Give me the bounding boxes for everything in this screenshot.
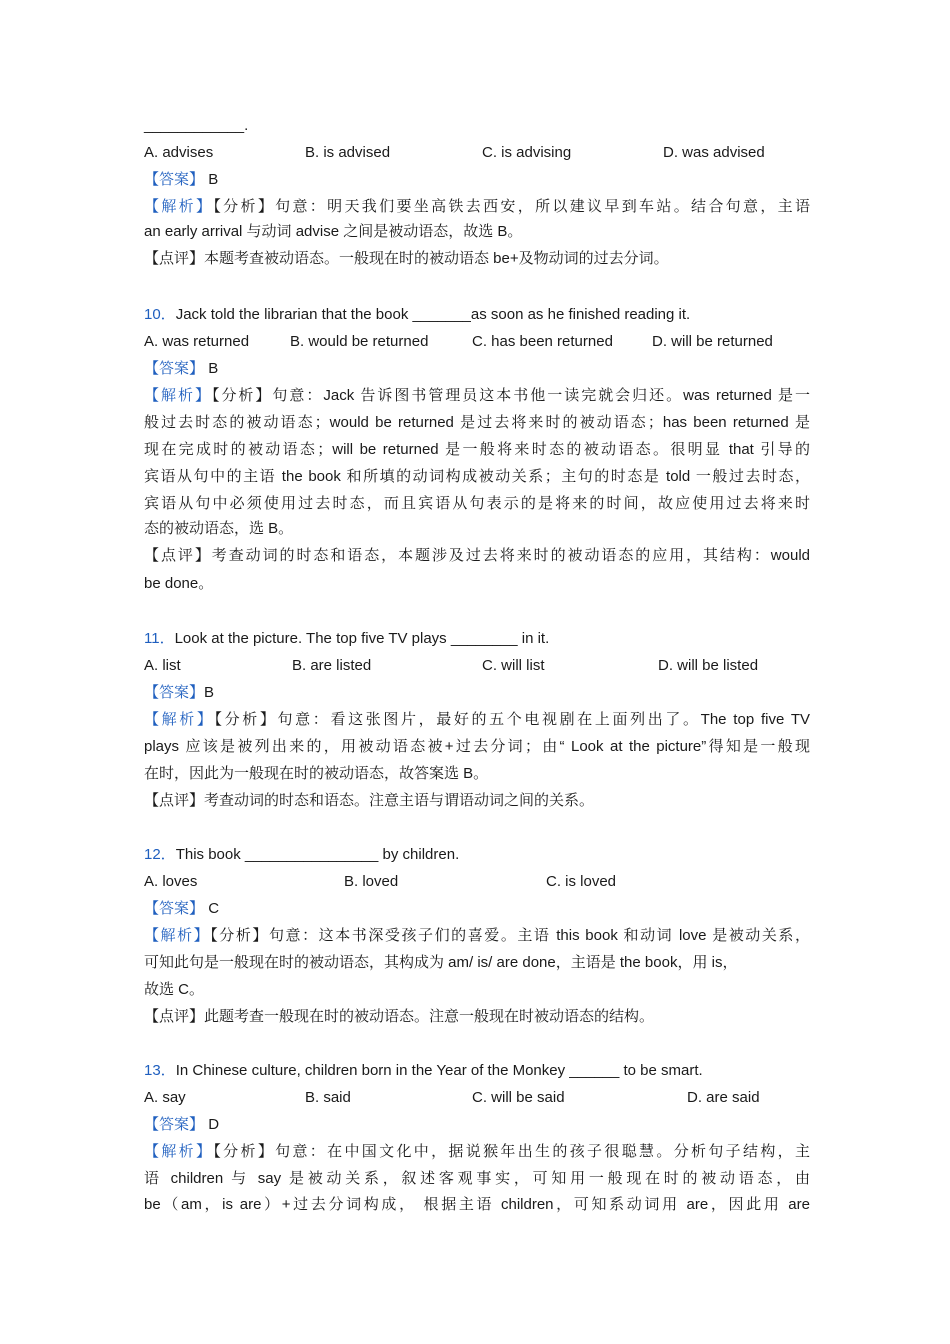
- q9-blank: ____________.: [144, 117, 249, 134]
- q9-answer: [144, 166, 218, 193]
- q13-option-c: C. will be said: [472, 1089, 565, 1106]
- q12-option-c: C. is loved: [546, 873, 617, 890]
- analysis-tag: 【解析】: [144, 387, 212, 404]
- analysis-tag: 【解析】: [144, 198, 214, 215]
- q10-analysis-line-5: 宾语从句中必须使用过去时态，而且宾语从句表示的是将来的时间，故应使用过去将来时: [144, 495, 810, 512]
- question-number: 10．: [144, 306, 176, 323]
- q11-analysis-line-1: 【解析】【分析】句意：看这张图片，最好的五个电视剧在上面列出了。The top five TV: [144, 711, 810, 728]
- q10-option-b: B. would be returned: [290, 333, 429, 350]
- answer-value: C: [208, 900, 220, 917]
- q9-option-c: C. is advising: [482, 144, 572, 161]
- q10-options: [144, 328, 810, 355]
- q9-option-b: B. is advised: [305, 144, 391, 161]
- q10-analysis-line-6: 态的被动语态，选 B。: [144, 520, 294, 537]
- q11-comment: 【点评】考查动词的时态和语态。注意主语与谓语动词之间的关系。: [144, 792, 595, 809]
- answer-value: B: [204, 684, 215, 701]
- q10-analysis-line-3: 现在完成时的被动语态；will be returned 是一般将来时态的被动语态。很明显 that 引导的: [144, 441, 810, 458]
- analysis-tag: 【解析】: [144, 1143, 214, 1160]
- q13-answer: [144, 1111, 219, 1138]
- q11-option-b: B. are listed: [292, 657, 372, 674]
- answer-tag: 【答案】: [144, 171, 205, 188]
- q13-analysis-line-3: be（am，is are）+过去分词构成， 根据主语 children，可知系动词用 are，因此用 are: [144, 1196, 810, 1213]
- q11-option-c: C. will list: [482, 657, 545, 674]
- q9-comment: 【点评】本题考查被动语态。一般现在时的被动语态 be+及物动词的过去分词。: [144, 250, 669, 267]
- q9-analysis-line-2: an early arrival 与动词 advise 之间是被动语态，故选 B。: [144, 223, 523, 240]
- q12-analysis-line-2: 可知此句是一般现在时的被动语态，其构成为 am/ is/ are done，主语是 the book，用 is，: [144, 954, 738, 971]
- q9-option-d: D. was advised: [663, 144, 765, 161]
- q10-comment-line-2: be done。: [144, 575, 214, 592]
- answer-tag: 【答案】: [144, 1116, 205, 1133]
- q12-options: [144, 868, 810, 895]
- q13-analysis-line-2: 语 children 与 say 是被动关系，叙述客观事实，可知用一般现在时的被动语态，由: [144, 1170, 810, 1187]
- question-number: 13．: [144, 1062, 176, 1079]
- q13-stem: 13．In Chinese culture, children born in the Year of the Monkey ______ to be smart.: [144, 1062, 703, 1079]
- q12-answer: [144, 895, 219, 922]
- q11-analysis-line-3: 在时，因此为一般现在时的被动语态，故答案选 B。: [144, 765, 489, 782]
- q12-analysis-line-3: 故选 C。: [144, 981, 205, 998]
- q10-option-c: C. has been returned: [472, 333, 613, 350]
- q10-analysis-line-2: 般过去时态的被动语态；would be returned 是过去将来时的被动语态；has been returned 是: [144, 414, 810, 431]
- answer-value: D: [208, 1116, 220, 1133]
- answer-tag: 【答案】: [144, 684, 205, 701]
- answer-value: B: [208, 360, 219, 377]
- q12-option-b: B. loved: [344, 873, 399, 890]
- q13-option-b: B. said: [305, 1089, 351, 1106]
- q10-analysis-line-1: 【解析】【分析】句意：Jack 告诉图书管理员这本书他一读完就会归还。was returned 是一: [144, 387, 810, 404]
- q10-option-a: A. was returned: [144, 333, 250, 350]
- q10-option-d: D. will be returned: [652, 333, 773, 350]
- q9-analysis-line-1: 【解析】【分析】句意：明天我们要坐高铁去西安，所以建议早到车站。结合句意，主语: [144, 198, 810, 215]
- q10-analysis-line-4: 宾语从句中的主语 the book 和所填的动词构成被动关系；主句的时态是 told 一般过去时态，: [144, 468, 810, 485]
- answer-tag: 【答案】: [144, 900, 205, 917]
- q13-analysis-line-1: 【解析】【分析】句意：在中国文化中，据说猴年出生的孩子很聪慧。分析句子结构，主: [144, 1143, 810, 1160]
- q11-option-d: D. will be listed: [658, 657, 759, 674]
- q9-option-a: A. advises: [144, 144, 214, 161]
- q11-options: [144, 652, 810, 679]
- q10-stem: 10．Jack told the librarian that the book _______as soon as he finished reading it.: [144, 306, 691, 323]
- analysis-tag: 【解析】: [144, 711, 215, 728]
- answer-value: B: [208, 171, 219, 188]
- q10-comment-line-1: 【点评】考查动词的时态和语态，本题涉及过去将来时的被动语态的应用，其结构：would: [144, 547, 810, 564]
- q11-stem: 11．Look at the picture. The top five TV plays ________ in it.: [144, 630, 550, 647]
- q13-option-d: D. are said: [687, 1089, 760, 1106]
- q9-options: [144, 139, 810, 166]
- q10-answer: [144, 355, 218, 382]
- q12-analysis-line-1: 【解析】【分析】句意：这本书深受孩子们的喜爱。主语 this book 和动词 love 是被动关系，: [144, 927, 810, 944]
- q13-options: [144, 1084, 810, 1111]
- analysis-tag: 【解析】: [144, 927, 211, 944]
- q11-answer: [144, 679, 214, 706]
- q12-comment: 【点评】此题考查一般现在时的被动语态。注意一般现在时被动语态的结构。: [144, 1008, 655, 1025]
- q11-analysis-line-2: plays 应该是被列出来的，用被动语态被+过去分词；由“ Look at the picture”得知是一般现: [144, 738, 810, 755]
- question-number: 12．: [144, 846, 176, 863]
- answer-tag: 【答案】: [144, 360, 205, 377]
- q12-option-a: A. loves: [144, 873, 198, 890]
- question-number: 11．: [144, 630, 175, 647]
- q12-stem: 12．This book ________________ by children.: [144, 846, 460, 863]
- q11-option-a: A. list: [144, 657, 181, 674]
- q13-option-a: A. say: [144, 1089, 186, 1106]
